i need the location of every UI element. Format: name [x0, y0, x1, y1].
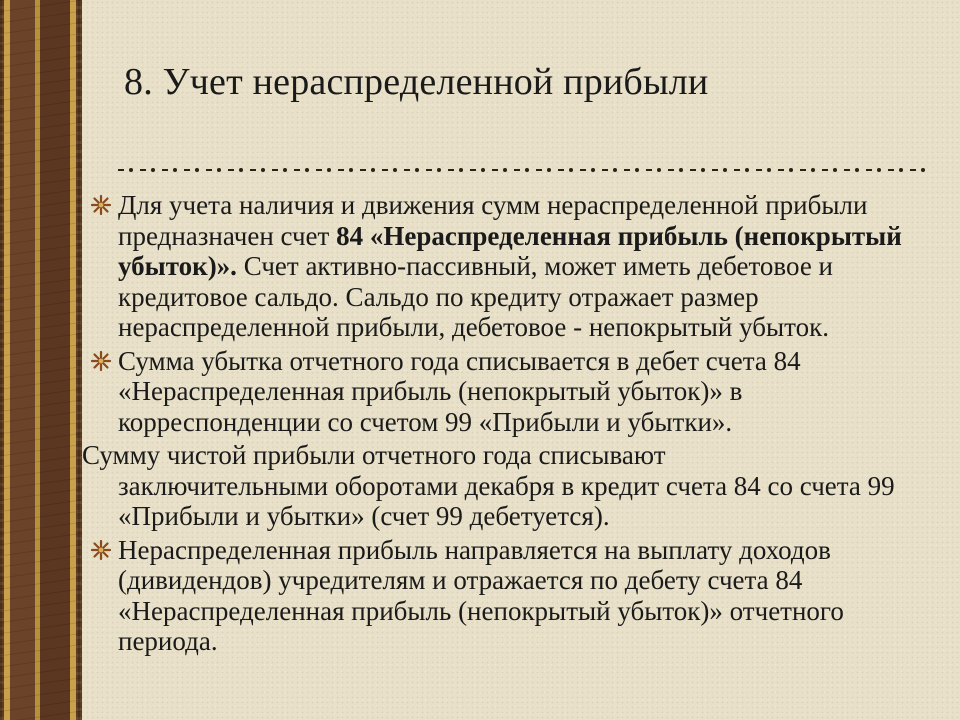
bullet-paragraph-2 [82, 346, 944, 438]
slide-body [82, 190, 944, 660]
decorative-side-band [0, 0, 82, 720]
bullet-1-text-a: Для учета наличия и движения сумм нераспределенной прибыли предназначен счет [118, 190, 868, 251]
dotted-divider [116, 162, 936, 178]
bullet-1-text-b: Счет активно-пассивный, может иметь дебетовое и кредитовое сальдо. Сальдо по кредиту отражает размер нераспределенной прибыли, дебетовое - непокрытый убыток. [118, 251, 834, 342]
bullet-2-text: Сумма убытка отчетного года списывается в дебет счета 84 «Нераспределенная прибыль (непокрытый убыток)» в корреспонденции со счетом 99 «Прибыли и убытки». [118, 345, 801, 437]
slide-title: 8. Учет нераспределенной прибыли [124, 61, 709, 103]
paragraph-3-continuation: заключительными оборотами декабря в кредит счета 84 со счета 99 «Прибыли и убытки» (счет 99 дебетуется). [118, 470, 895, 531]
plain-paragraph-3 [82, 440, 944, 532]
star-burst-icon [90, 539, 112, 561]
bullet-4-text: Нераспределенная прибыль направляется на выплату доходов (дивидендов) учредителям и отражается по дебету счета 84 «Нераспределенная прибыль (непокрытый убыток)» отчетного периода. [118, 534, 844, 656]
bullet-paragraph-1 [82, 190, 944, 343]
bullet-paragraph-4 [82, 535, 944, 657]
paragraph-3-first-line: Сумму чистой прибыли отчетного года списывают [82, 440, 666, 470]
bullet-1-account-name: 84 «Нераспределенная прибыль (непокрытый убыток)». [118, 220, 902, 281]
star-burst-icon [90, 194, 112, 216]
star-burst-icon [90, 350, 112, 372]
